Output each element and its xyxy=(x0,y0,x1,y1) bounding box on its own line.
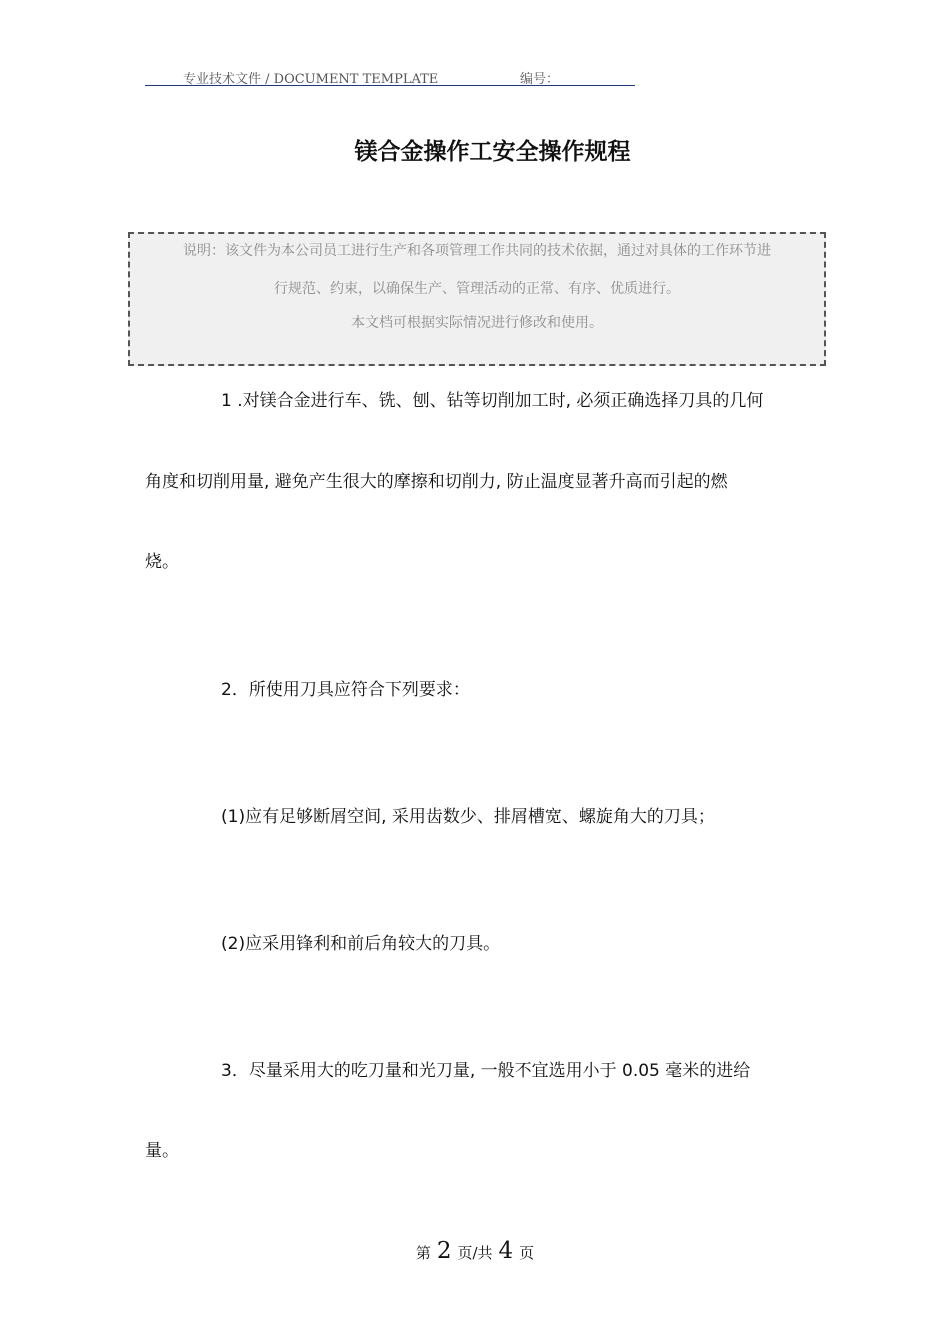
footer-page-number: 2 xyxy=(436,1238,452,1264)
paragraph-5-line-2: 量。 xyxy=(145,1141,179,1161)
footer-suffix: 页 xyxy=(519,1244,535,1262)
page-footer xyxy=(0,1238,950,1264)
footer-middle: 页/共 xyxy=(457,1244,493,1262)
paragraph-1-line-1: 1 .对镁合金进行车、铣、刨、钻等切削加工时, 必须正确选择刀具的几何 xyxy=(221,391,764,411)
footer-total-pages: 4 xyxy=(498,1238,514,1264)
paragraph-4: (2)应采用锋利和前后角较大的刀具。 xyxy=(221,934,501,954)
note-line-3: 本文档可根据实际情况进行修改和使用。 xyxy=(351,315,603,331)
document-header xyxy=(145,66,635,86)
header-doc-type: 专业技术文件 / DOCUMENT TEMPLATE xyxy=(183,72,439,87)
paragraph-1-line-3: 烧。 xyxy=(145,552,179,572)
paragraph-3: (1)应有足够断屑空间, 采用齿数少、排屑槽宽、螺旋角大的刀具； xyxy=(221,807,715,827)
paragraph-2: 2．所使用刀具应符合下列要求： xyxy=(221,680,470,700)
paragraph-1-line-2: 角度和切削用量, 避免产生很大的摩擦和切削力, 防止温度显著升高而引起的燃 xyxy=(145,472,728,492)
note-line-2: 行规范、约束，以确保生产、管理活动的正常、有序、优质进行。 xyxy=(274,281,680,297)
note-box xyxy=(128,232,826,366)
document-title: 镁合金操作工安全操作规程 xyxy=(354,139,631,165)
paragraph-5-line-1: 3．尽量采用大的吃刀量和光刀量, 一般不宜选用小于 0.05 毫米的进给 xyxy=(221,1061,751,1081)
header-number-label: 编号： xyxy=(520,72,560,87)
footer-prefix: 第 xyxy=(415,1244,431,1262)
note-line-1: 说明：该文件为本公司员工进行生产和各项管理工作共同的技术依据，通过对具体的工作环节进 xyxy=(183,243,771,259)
